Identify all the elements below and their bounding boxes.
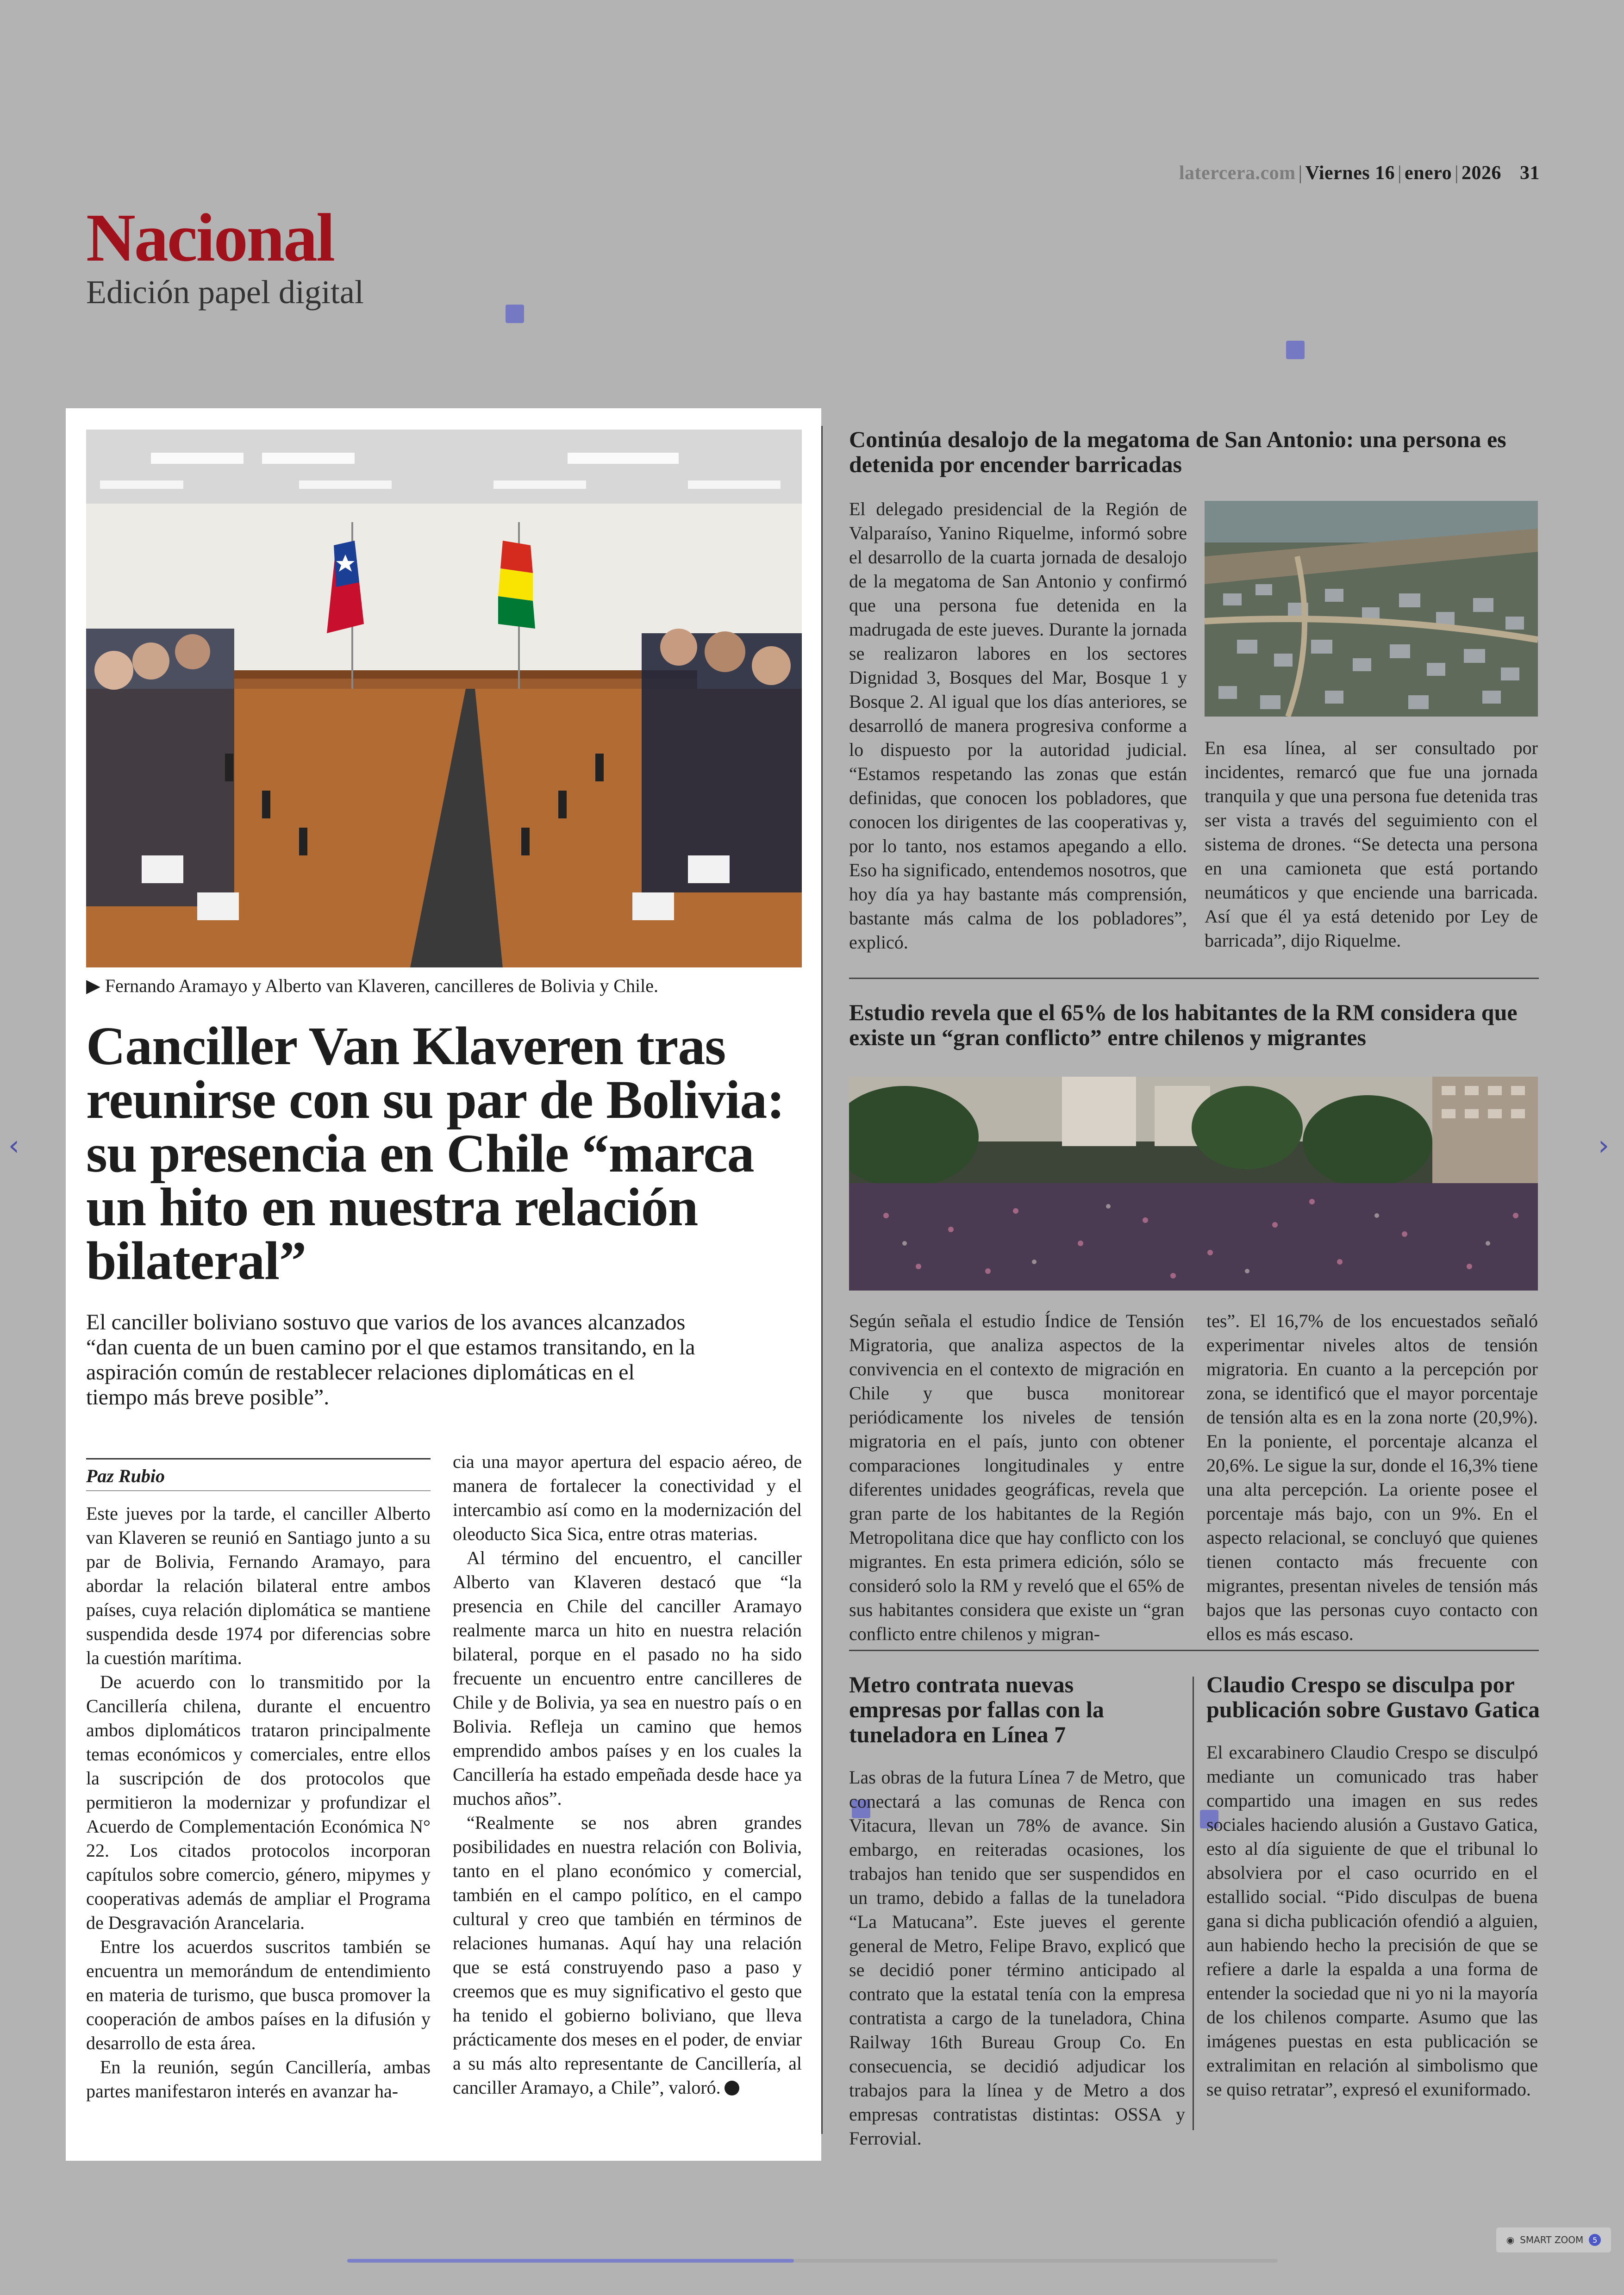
main-headline[interactable]: Canciller Van Klaveren tras reunirse con su par de Bolivia: su presencia en Chile “marca un hito en nuestra relación bilateral” [86, 1016, 785, 1291]
smart-zoom-button[interactable] [1496, 2227, 1611, 2252]
main-body-column-2 [453, 1450, 802, 2100]
column-divider [1193, 1677, 1194, 2130]
edition-label: Edición papel digital [86, 274, 364, 311]
prev-page-icon[interactable]: ‹ [8, 1129, 19, 1162]
body-paragraph: Este jueves por la tarde, el canciller Alberto van Klaveren se reunió en Santiago junto a su par de Bolivia, Fernando Aramayo, para abordar la relación bilateral entre ambos países, cuya relación diplomática se mantiene suspendida desde 1974 por diferencias sobre la cuestión marítima. [86, 1503, 431, 1668]
desalojo-headline[interactable]: Continúa desalojo de la megatoma de San Antonio: una persona es detenida por encender barricadas [849, 426, 1506, 477]
date-year: 2026 [1462, 162, 1501, 184]
end-of-article-icon [725, 2081, 739, 2095]
page-number: 31 [1520, 162, 1540, 184]
megatoma-aerial-photo [1205, 501, 1538, 717]
section-title: Nacional [86, 200, 334, 276]
page-progress-fill [347, 2259, 794, 2263]
estudio-body-column-2: tes”. El 16,7% de los encuestados señaló experimentar niveles altos de tensión migratoria. En cuanto a la percepción por zona, se identificó que el mayor porcentaje de tensión alta es en la zona norte (20,9%). En la poniente, el porcentaje alcanza el 20,6%. Le sigue la sur, donde el 16,3% tiene una alta percepción. La oriente posee el porcentaje más bajo, con un 9%. En el aspecto relacional, se concluyó que quienes tienen contacto más frecuente con migrantes, presentan niveles de tensión más bajos que las personas cuyo contacto con ellos es más escaso. [1206, 1310, 1538, 1644]
photo-caption: ▶ Fernando Aramayo y Alberto van Klaveren, cancilleres de Bolivia y Chile. [86, 975, 658, 996]
page-progress-bar[interactable] [347, 2259, 1278, 2263]
desalojo-body-column-2: En esa línea, al ser consultado por incidentes, remarcó que fue una jornada tranquila y que una persona fue detenida tras ser vista a través del seguimiento con el sistema de drones. “Se detecta una persona en una camioneta que está portando neumáticos y que enciende una barricada. Así que él ya está detenido por Ley de barricada”, dijo Riquelme. [1205, 737, 1538, 951]
date-day: Viernes 16 [1305, 162, 1395, 184]
date-month: enero [1405, 162, 1452, 184]
body-paragraph: Al término del encuentro, el canciller Alberto van Klaveren destacó que “la presencia en Chile del canciller Aramayo realmente marca un hito en nuestra relación bilateral, porque en el pasado no ha sido frecuente un encuentro entre cancilleres de Chile y de Bolivia, ya sea en nuestro país o en Bolivia. Refleja un camino que hemos emprendido ambos países y en los cuales la Cancillería ha estado empeñada desde hace ya muchos años”. [453, 1547, 802, 1809]
smart-zoom-badge: 5 [1589, 2234, 1601, 2246]
section-divider [849, 1650, 1539, 1651]
cancilleres-meeting-photo [86, 430, 802, 967]
estudio-body-column-1: Según señala el estudio Índice de Tensión Migratoria, que analiza aspectos de la convivencia en el contexto de migración en Chile y que busca monitorear periódicamente los niveles de tensión migratoria en el país, junto con obtener comparaciones longitudinales y entre diferentes unidades geográficas, revela que gran parte de los habitantes de la Región Metropolitana dice que hay conflicto con los migrantes. En esta primera edición, sólo se consideró solo la RM y reveló que el 65% de sus habitantes considera que existe un “gran conflicto entre chilenos y migran- [849, 1310, 1184, 1644]
site-name: latercera.com [1179, 162, 1296, 184]
metro-headline[interactable]: Metro contrata nuevas empresas por fallas con la tuneladora en Línea 7 [849, 1671, 1104, 1747]
crespo-headline[interactable]: Claudio Crespo se disculpa por publicación sobre Gustavo Gatica [1206, 1671, 1540, 1722]
main-article-panel[interactable] [66, 408, 821, 2161]
body-paragraph: De acuerdo con lo transmitido por la Cancillería chilena, durante el encuentro ambos diplomáticos trataron principalmente temas económicos y comerciales, entre ellos la suscripción de dos protocolos que permitieron la modernizar y profundizar el Acuerdo de Complementación Económica N° 22. Los citados protocolos incorporan capítulos sobre comercio, género, mipymes y cooperativas además de ampliar el Programa de Desgravación Arancelaria. [86, 1671, 431, 1933]
metro-body: Las obras de la futura Línea 7 de Metro, que conectará a las comunas de Renca con Vitacura, llevan un 78% de avance. Sin embargo, en reiteradas ocasiones, los trabajos han tenido que ser suspendidos en un tramo, debido a fallas de la tuneladora “La Matucana”. Este jueves el gerente general de Metro, Felipe Bravo, explicó que se decidió poner término anticipado al contrato que la estatal tenía con la empresa contratista a cargo de la tuneladora, China Railway 16th Bureau Group Co. En consecuencia, se decidió adjudicar los trabajos para la línea y de Metro a dos empresas contratistas distintas: OSSA y Ferrovial. [849, 1767, 1185, 2149]
author-byline: Paz Rubio [86, 1458, 431, 1491]
eye-icon: ◉ [1506, 2234, 1515, 2245]
hotspot-marker[interactable] [1286, 341, 1305, 359]
masthead-dateline: latercera.com | Viernes 16 | enero | 2026 31 [1179, 162, 1540, 184]
body-paragraph: “Realmente se nos abren grandes posibilidades en nuestra relación con Bolivia, tanto en el plano económico y comercial, también en el campo político, en el campo cultural y creo que también en términos de relaciones humanas. Aquí hay una relación que se está construyendo paso a paso y creemos que es muy significativo el gesto que ha tenido el gobierno boliviano, que lleva prácticamente dos meses en el poder, de enviar a su más alto representante de Cancillería, al canciller Aramayo, a Chile”, valoró. [453, 1812, 802, 2098]
smart-zoom-label: SMART ZOOM [1520, 2234, 1584, 2245]
body-paragraph: En la reunión, según Cancillería, ambas partes manifestaron interés en avanzar ha- [86, 2057, 431, 2102]
crowd-plaza-photo [849, 1077, 1538, 1291]
estudio-headline[interactable]: Estudio revela que el 65% de los habitantes de la RM considera que existe un “gran conflicto” entre chilenos y migrantes [849, 999, 1518, 1050]
desalojo-body-column-1: El delegado presidencial de la Región de Valparaíso, Yanino Riquelme, informó sobre el desarrollo de la cuarta jornada de desalojo de la megatoma de San Antonio y confirmó que una persona fue detenida en la madrugada de este jueves. Durante la jornada se realizaron labores en los sectores Dignidad 3, Bosques del Mar, Bosque 1 y Bosque 2. Al igual que los días anteriores, se desarrolló de manera progresiva conforme a lo dispuesto por la autoridad judicial. “Estamos respetando las zonas que están definidas, que conocen los pobladores, que conocen los dirigentes de las cooperativas y, por lo tanto, nos estamos apegando a ello. Eso ha significado, entendemos nosotros, que hoy día ya hay bastante más comprensión, bastante más calma de los pobladores”, explicó. [849, 499, 1187, 953]
next-page-icon[interactable]: › [1598, 1129, 1609, 1162]
hotspot-marker[interactable] [506, 305, 524, 323]
main-body-column-1 [86, 1502, 431, 2103]
crespo-body: El excarabinero Claudio Crespo se disculpó mediante un comunicado tras haber compartido una imagen en sus redes sociales haciendo alusión a Gustavo Gatica, esto al día siguiente de que el tribunal lo absolviera por el caso ocurrido en el estallido social. “Pido disculpas de buena gana si dicha publicación ofendió a alguien, aun habiendo hecho la precisión de que se refiere a darle la espalda a una forma de entender la sociedad que ni yo ni la mayoría de los chilenos comparte. Asumo que las imágenes puestas en esta publicación se extralimitan en relación al simbolismo que se quiso retratar”, expresó el exuniformado. [1206, 1742, 1538, 2100]
body-paragraph: cia una mayor apertura del espacio aéreo, de manera de fortalecer la conectividad y el intercambio así como en la modernización del oleoducto Sica Sica, entre otras materias. [453, 1451, 802, 1544]
column-divider [821, 426, 823, 2134]
section-divider [849, 978, 1539, 979]
main-lead: El canciller boliviano sostuvo que varios de los avances alcanzados “dan cuenta de un buen camino por el que estamos transitando, en la aspiración común de restablecer relaciones diplomáticas en el tiempo más breve posible”. [86, 1310, 695, 1409]
body-paragraph: Entre los acuerdos suscritos también se encuentra un memorándum de entendimiento en materia de turismo, que busca promover la cooperación de ambos países en la difusión y desarrollo de esta área. [86, 1936, 431, 2053]
